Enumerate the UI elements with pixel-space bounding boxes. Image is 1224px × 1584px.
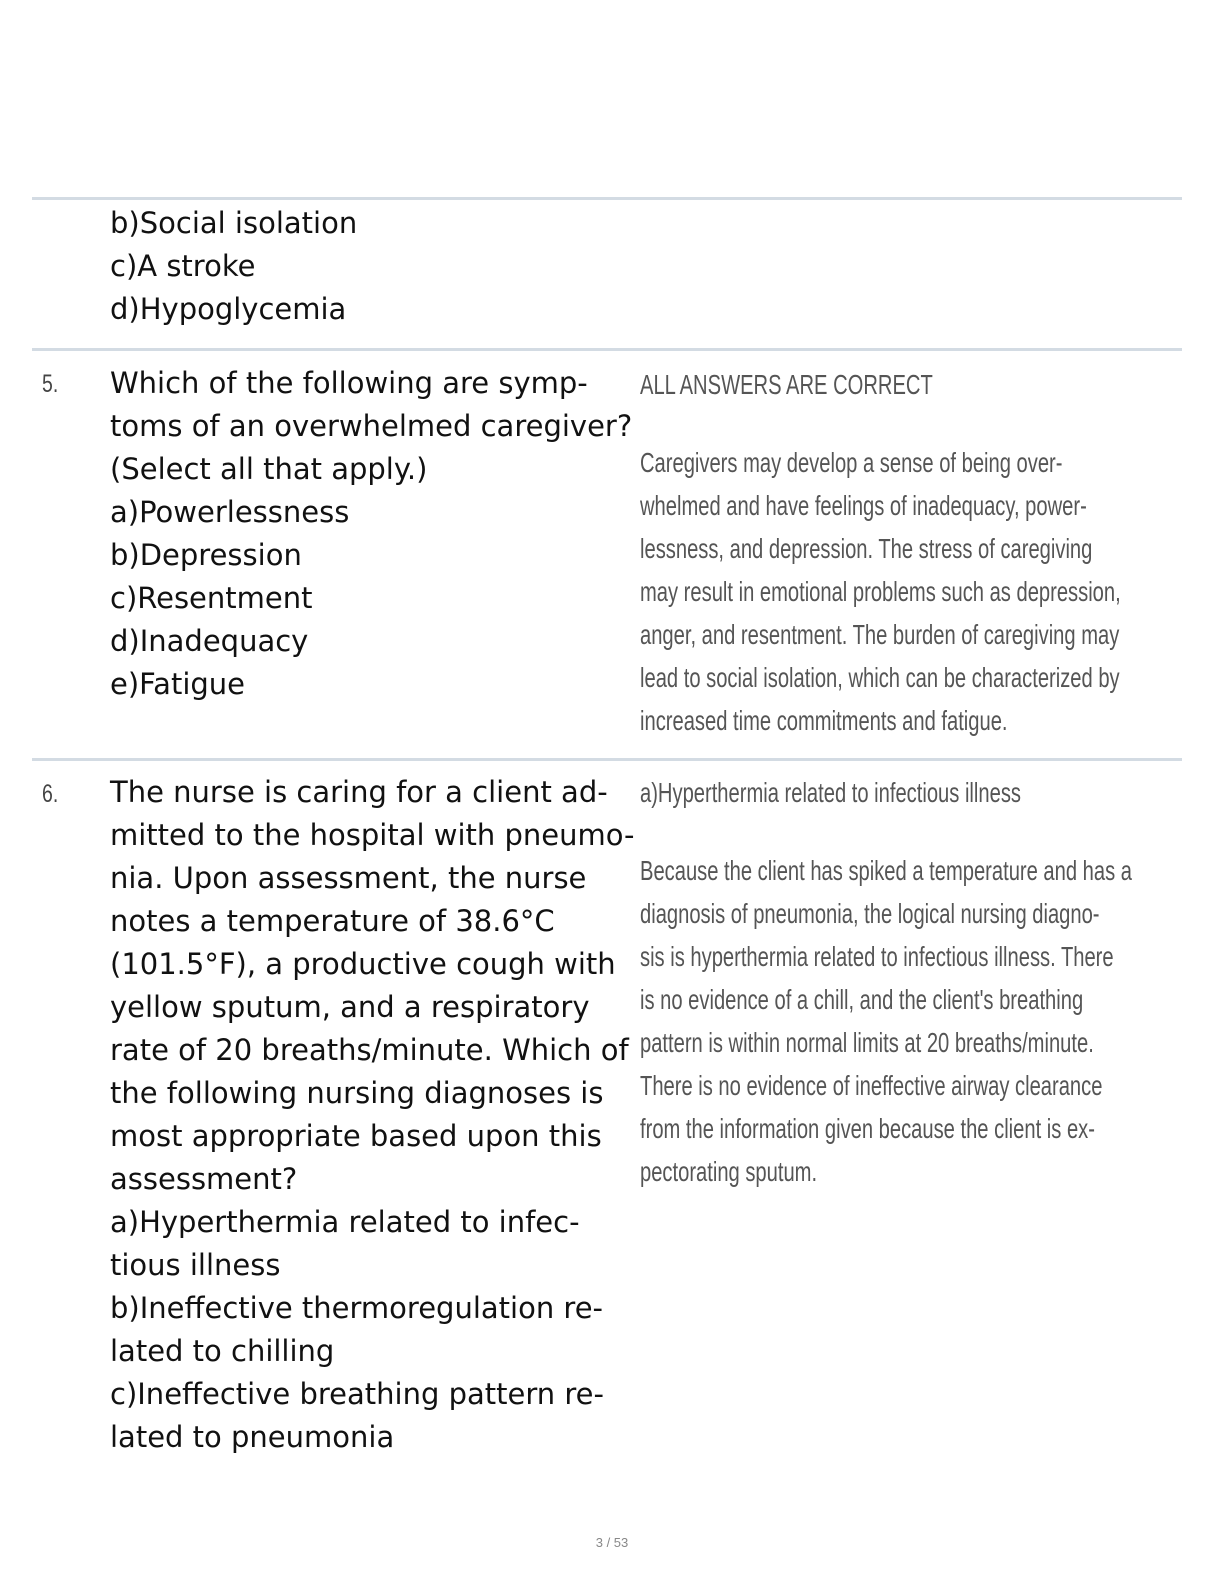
q6-question-line: assessment? [110, 1162, 298, 1196]
q6-option-line: c)Ineffective breathing pattern re- [110, 1377, 604, 1411]
q5-option-a: a)Powerlessness [110, 495, 350, 529]
row-divider-top [32, 197, 1182, 200]
row-divider-q6 [32, 758, 1182, 761]
q6-question [110, 771, 640, 1459]
q6-rationale-line: Because the client has spiked a temperature and has a [640, 855, 1132, 886]
q6-question-line: rate of 20 breaths/minute. Which of [110, 1033, 629, 1067]
q5-rationale-line: may result in emotional problems such as depression, [640, 576, 1121, 607]
q5-rationale-line: whelmed and have feelings of inadequacy, power- [640, 490, 1087, 521]
row-divider-q5 [32, 348, 1182, 351]
page-indicator: 3 / 53 [595, 1535, 629, 1550]
q5-option-c: c)Resentment [110, 581, 313, 615]
q6-rationale-line: pattern is within normal limits at 20 breaths/minute. [640, 1027, 1094, 1058]
q4-option-b: b)Social isolation [110, 206, 358, 240]
q4-option-c: c)A stroke [110, 249, 256, 283]
q6-option-line: tious illness [110, 1248, 281, 1282]
q5-rationale-line: lessness, and depression. The stress of caregiving [640, 533, 1093, 564]
q5-rationale-line: increased time commitments and fatigue. [640, 705, 1008, 736]
q6-question-line: nia. Upon assessment, the nurse [110, 861, 587, 895]
q6-answer: a)Hyperthermia related to infectious illness [640, 777, 1021, 808]
q5-question [110, 362, 640, 706]
q5-answer: ALL ANSWERS ARE CORRECT [640, 369, 933, 400]
q6-rationale-line: is no evidence of a chill, and the client's breathing [640, 984, 1084, 1015]
q6-question-line: the following nursing diagnoses is [110, 1076, 604, 1110]
q5-question-line: toms of an overwhelmed caregiver? [110, 409, 633, 443]
q5-number: 5. [42, 370, 59, 398]
q6-rationale-line: from the information given because the client is ex- [640, 1113, 1095, 1144]
q5-rationale-line: anger, and resentment. The burden of caregiving may [640, 619, 1120, 650]
q6-question-line: yellow sputum, and a respiratory [110, 990, 590, 1024]
q5-question-line: (Select all that apply.) [110, 452, 428, 486]
q5-option-e: e)Fatigue [110, 667, 246, 701]
q6-option-line: lated to chilling [110, 1334, 335, 1368]
q6-question-line: mitted to the hospital with pneumo- [110, 818, 635, 852]
q5-option-b: b)Depression [110, 538, 302, 572]
q6-rationale-line: diagnosis of pneumonia, the logical nursing diagno- [640, 898, 1100, 929]
q5-question-line: Which of the following are symp- [110, 366, 588, 400]
q6-number: 6. [42, 780, 59, 808]
q6-option-line: a)Hyperthermia related to infec- [110, 1205, 580, 1239]
q5-rationale-line: lead to social isolation, which can be characterized by [640, 662, 1120, 693]
q6-rationale-line: sis is hyperthermia related to infectious illness. There [640, 941, 1114, 972]
q6-question-line: notes a temperature of 38.6°C [110, 904, 555, 938]
q6-question-line: most appropriate based upon this [110, 1119, 602, 1153]
q6-question-line: The nurse is caring for a client ad- [110, 775, 608, 809]
q4-option-d: d)Hypoglycemia [110, 292, 347, 326]
q5-answer-panel [640, 363, 1200, 742]
q5-rationale-line: Caregivers may develop a sense of being over- [640, 447, 1063, 478]
q6-rationale-line: pectorating sputum. [640, 1156, 818, 1187]
q5-option-d: d)Inadequacy [110, 624, 309, 658]
q6-option-line: lated to pneumonia [110, 1420, 395, 1454]
q6-option-line: b)Ineffective thermoregulation re- [110, 1291, 604, 1325]
q6-answer-panel [640, 771, 1200, 1193]
q6-rationale-line: There is no evidence of ineffective airway clearance [640, 1070, 1103, 1101]
q4-options [110, 202, 640, 331]
q6-question-line: (101.5°F), a productive cough with [110, 947, 616, 981]
